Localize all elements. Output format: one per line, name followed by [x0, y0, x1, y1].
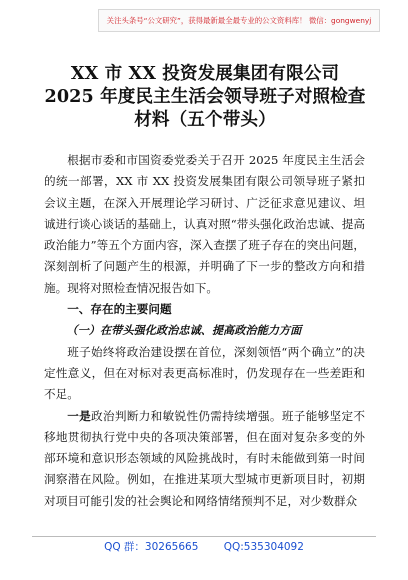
document-title: XX 市 XX 投资发展集团有限公司 2025 年度民主生活会领导班子对照检查材料（五个带头） [44, 63, 366, 130]
section-heading: 一、存在的主要问题 [67, 302, 172, 317]
footer-qq-number: QQ:535304092 [223, 541, 304, 553]
subsection-heading: （一）在带头强化政治忠诚、提高政治能力方面 [66, 323, 302, 338]
paragraph-2: 班子始终将政治建设摆在首位，深刻领悟“两个确立”的决定性意义，但在对标对表更高标准时，仍发现存在一些差距和不足。 [44, 344, 365, 402]
header-banner: 关注头条号“公文研究”，获得最新最全最专业的公文资料库！ 微信：gongwenyj [98, 9, 380, 32]
page-footer [0, 539, 408, 554]
footer-qq-group: QQ 群：30265665 [104, 541, 199, 553]
document-body [44, 150, 365, 512]
intro-paragraph: 根据市委和市国资委党委关于召开 2025 年度民主生活会的统一部署，XX 市 XX 投资发展集团有限公司领导班子紧扣会议主题，在深入开展理论学习研讨、广泛征求意见建议、坦诚进行谈心谈话的基础上，认真对照“带头强化政治忠诚、提高政治能力”等五个方面内容，深入查摆了班子存在的突出问题，深刻剖析了问题产生的根源，并明确了下一步的整改方向和措施。现将对照检查情况报告如下。 [44, 153, 365, 295]
footer-divider [32, 536, 376, 537]
paragraph-3-text: 政治判断力和敏锐性仍需持续增强。班子能够坚定不移地贯彻执行党中央的各项决策部署，但在面对复杂多变的外部环境和意识形态领域的风险挑战时，有时未能做到第一时间洞察潜在风险。例如，在推进某项大型城市更新项目时，初期对项目可能引发的社会舆论和网络情绪预判不足，对少数群众 [44, 408, 365, 508]
paragraph-3 [44, 406, 365, 512]
paragraph-3-lead: 一是 [67, 408, 92, 423]
